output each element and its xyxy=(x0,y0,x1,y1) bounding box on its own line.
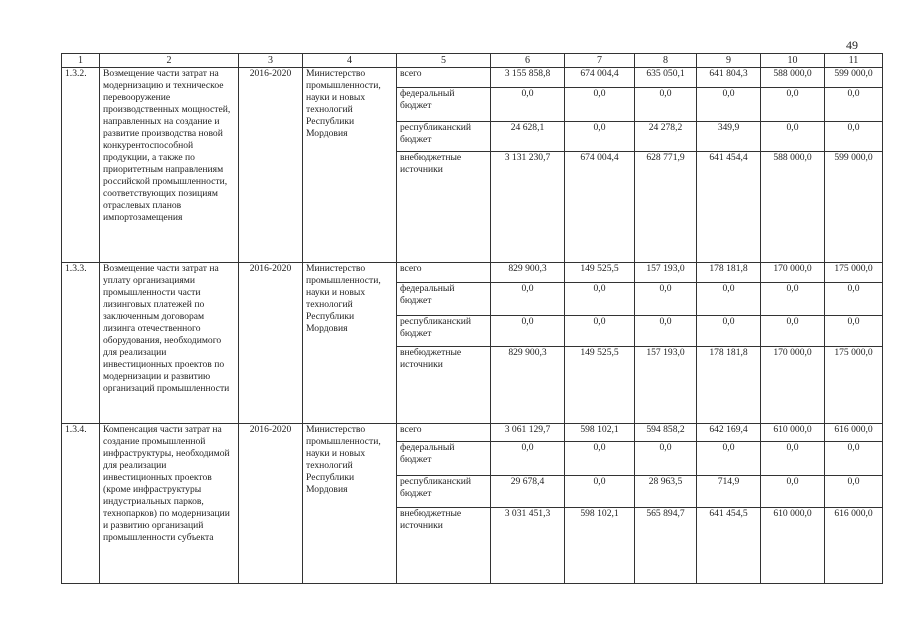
amount-cell: 157 193,0 xyxy=(635,263,697,283)
column-number-cell: 5 xyxy=(397,54,491,68)
funding-source-cell: внебюджетные источники xyxy=(397,508,491,584)
table-row xyxy=(62,68,883,88)
funding-source-cell: республиканский бюджет xyxy=(397,476,491,508)
amount-cell: 0,0 xyxy=(697,442,761,476)
amount-cell: 0,0 xyxy=(565,476,635,508)
amount-cell: 0,0 xyxy=(761,283,825,316)
item-period-cell: 2016-2020 xyxy=(239,68,303,263)
page-number: 49 xyxy=(846,38,858,52)
column-number-cell: 10 xyxy=(761,54,825,68)
funding-source-cell: внебюджетные источники xyxy=(397,347,491,424)
amount-cell: 0,0 xyxy=(825,122,883,152)
amount-cell: 641 454,4 xyxy=(697,152,761,263)
amount-cell: 0,0 xyxy=(491,442,565,476)
amount-cell: 635 050,1 xyxy=(635,68,697,88)
amount-cell: 0,0 xyxy=(565,88,635,122)
amount-cell: 674 004,4 xyxy=(565,68,635,88)
financing-table xyxy=(61,53,883,584)
amount-cell: 0,0 xyxy=(697,316,761,347)
funding-source-cell: республиканский бюджет xyxy=(397,122,491,152)
amount-cell: 594 858,2 xyxy=(635,424,697,442)
funding-source-cell: всего xyxy=(397,68,491,88)
amount-cell: 175 000,0 xyxy=(825,347,883,424)
column-number-cell: 6 xyxy=(491,54,565,68)
amount-cell: 610 000,0 xyxy=(761,508,825,584)
column-number-cell: 2 xyxy=(100,54,239,68)
amount-cell: 0,0 xyxy=(565,316,635,347)
amount-cell: 0,0 xyxy=(825,476,883,508)
amount-cell: 349,9 xyxy=(697,122,761,152)
amount-cell: 24 628,1 xyxy=(491,122,565,152)
amount-cell: 641 454,5 xyxy=(697,508,761,584)
amount-cell: 598 102,1 xyxy=(565,424,635,442)
amount-cell: 0,0 xyxy=(635,316,697,347)
amount-cell: 0,0 xyxy=(761,476,825,508)
funding-source-cell: всего xyxy=(397,263,491,283)
amount-cell: 0,0 xyxy=(761,316,825,347)
amount-cell: 175 000,0 xyxy=(825,263,883,283)
item-code-cell: 1.3.2. xyxy=(62,68,100,263)
amount-cell: 829 900,3 xyxy=(491,347,565,424)
amount-cell: 588 000,0 xyxy=(761,152,825,263)
amount-cell: 0,0 xyxy=(697,88,761,122)
table-row xyxy=(62,424,883,442)
amount-cell: 29 678,4 xyxy=(491,476,565,508)
amount-cell: 0,0 xyxy=(635,442,697,476)
amount-cell: 0,0 xyxy=(635,88,697,122)
amount-cell: 616 000,0 xyxy=(825,508,883,584)
funding-source-cell: республиканский бюджет xyxy=(397,316,491,347)
amount-cell: 598 102,1 xyxy=(565,508,635,584)
amount-cell: 0,0 xyxy=(761,88,825,122)
amount-cell: 0,0 xyxy=(825,316,883,347)
column-number-cell: 9 xyxy=(697,54,761,68)
amount-cell: 28 963,5 xyxy=(635,476,697,508)
amount-cell: 588 000,0 xyxy=(761,68,825,88)
column-number-cell: 3 xyxy=(239,54,303,68)
amount-cell: 0,0 xyxy=(565,442,635,476)
amount-cell: 0,0 xyxy=(565,122,635,152)
amount-cell: 616 000,0 xyxy=(825,424,883,442)
amount-cell: 0,0 xyxy=(491,283,565,316)
amount-cell: 0,0 xyxy=(825,442,883,476)
amount-cell: 0,0 xyxy=(491,316,565,347)
amount-cell: 0,0 xyxy=(761,122,825,152)
amount-cell: 170 000,0 xyxy=(761,347,825,424)
column-number-cell: 11 xyxy=(825,54,883,68)
funding-source-cell: федеральный бюджет xyxy=(397,88,491,122)
amount-cell: 24 278,2 xyxy=(635,122,697,152)
column-number-cell: 8 xyxy=(635,54,697,68)
amount-cell: 0,0 xyxy=(825,283,883,316)
item-period-cell: 2016-2020 xyxy=(239,263,303,424)
item-code-cell: 1.3.4. xyxy=(62,424,100,584)
amount-cell: 3 155 858,8 xyxy=(491,68,565,88)
amount-cell: 642 169,4 xyxy=(697,424,761,442)
amount-cell: 178 181,8 xyxy=(697,347,761,424)
amount-cell: 599 000,0 xyxy=(825,68,883,88)
amount-cell: 829 900,3 xyxy=(491,263,565,283)
item-executor-cell: Министерство промышленности, науки и новых технологий Республики Мордовия xyxy=(303,68,397,263)
amount-cell: 0,0 xyxy=(761,442,825,476)
amount-cell: 157 193,0 xyxy=(635,347,697,424)
item-period-cell: 2016-2020 xyxy=(239,424,303,584)
funding-source-cell: федеральный бюджет xyxy=(397,283,491,316)
amount-cell: 0,0 xyxy=(825,88,883,122)
amount-cell: 3 031 451,3 xyxy=(491,508,565,584)
column-number-cell: 7 xyxy=(565,54,635,68)
amount-cell: 149 525,5 xyxy=(565,347,635,424)
amount-cell: 170 000,0 xyxy=(761,263,825,283)
amount-cell: 0,0 xyxy=(635,283,697,316)
item-description-cell: Возмещение части затрат на модернизацию и техническое перевооружение производственных мощностей, направленных на создание и развитие производства новой конкурентоспособной продукции, а также по приоритетным направлениям российской промышленности, соответствующих позициям отраслевых планов импортозамещения xyxy=(100,68,239,263)
amount-cell: 149 525,5 xyxy=(565,263,635,283)
amount-cell: 674 004,4 xyxy=(565,152,635,263)
item-code-cell: 1.3.3. xyxy=(62,263,100,424)
funding-source-cell: федеральный бюджет xyxy=(397,442,491,476)
item-executor-cell: Министерство промышленности, науки и новых технологий Республики Мордовия xyxy=(303,263,397,424)
amount-cell: 628 771,9 xyxy=(635,152,697,263)
amount-cell: 714,9 xyxy=(697,476,761,508)
funding-source-cell: внебюджетные источники xyxy=(397,152,491,263)
amount-cell: 3 131 230,7 xyxy=(491,152,565,263)
amount-cell: 610 000,0 xyxy=(761,424,825,442)
amount-cell: 641 804,3 xyxy=(697,68,761,88)
amount-cell: 0,0 xyxy=(565,283,635,316)
column-number-cell: 4 xyxy=(303,54,397,68)
amount-cell: 565 894,7 xyxy=(635,508,697,584)
item-description-cell: Компенсация части затрат на создание промышленной инфраструктуры, необходимой для реализации инвестиционных проектов (кроме инфраструктуры индустриальных парков, технопарков) по модернизации и развитию организаций промышленности субъекта xyxy=(100,424,239,584)
amount-cell: 3 061 129,7 xyxy=(491,424,565,442)
item-description-cell: Возмещение части затрат на уплату организациями промышленности части лизинговых платежей по заключенным договорам лизинга отечественного оборудования, необходимого для реализации инвестиционных проектов по модернизации и развитию организаций промышленности xyxy=(100,263,239,424)
item-executor-cell: Министерство промышленности, науки и новых технологий Республики Мордовия xyxy=(303,424,397,584)
amount-cell: 0,0 xyxy=(697,283,761,316)
column-number-cell: 1 xyxy=(62,54,100,68)
amount-cell: 0,0 xyxy=(491,88,565,122)
column-number-row xyxy=(62,54,883,68)
table-row xyxy=(62,263,883,283)
funding-source-cell: всего xyxy=(397,424,491,442)
amount-cell: 178 181,8 xyxy=(697,263,761,283)
amount-cell: 599 000,0 xyxy=(825,152,883,263)
